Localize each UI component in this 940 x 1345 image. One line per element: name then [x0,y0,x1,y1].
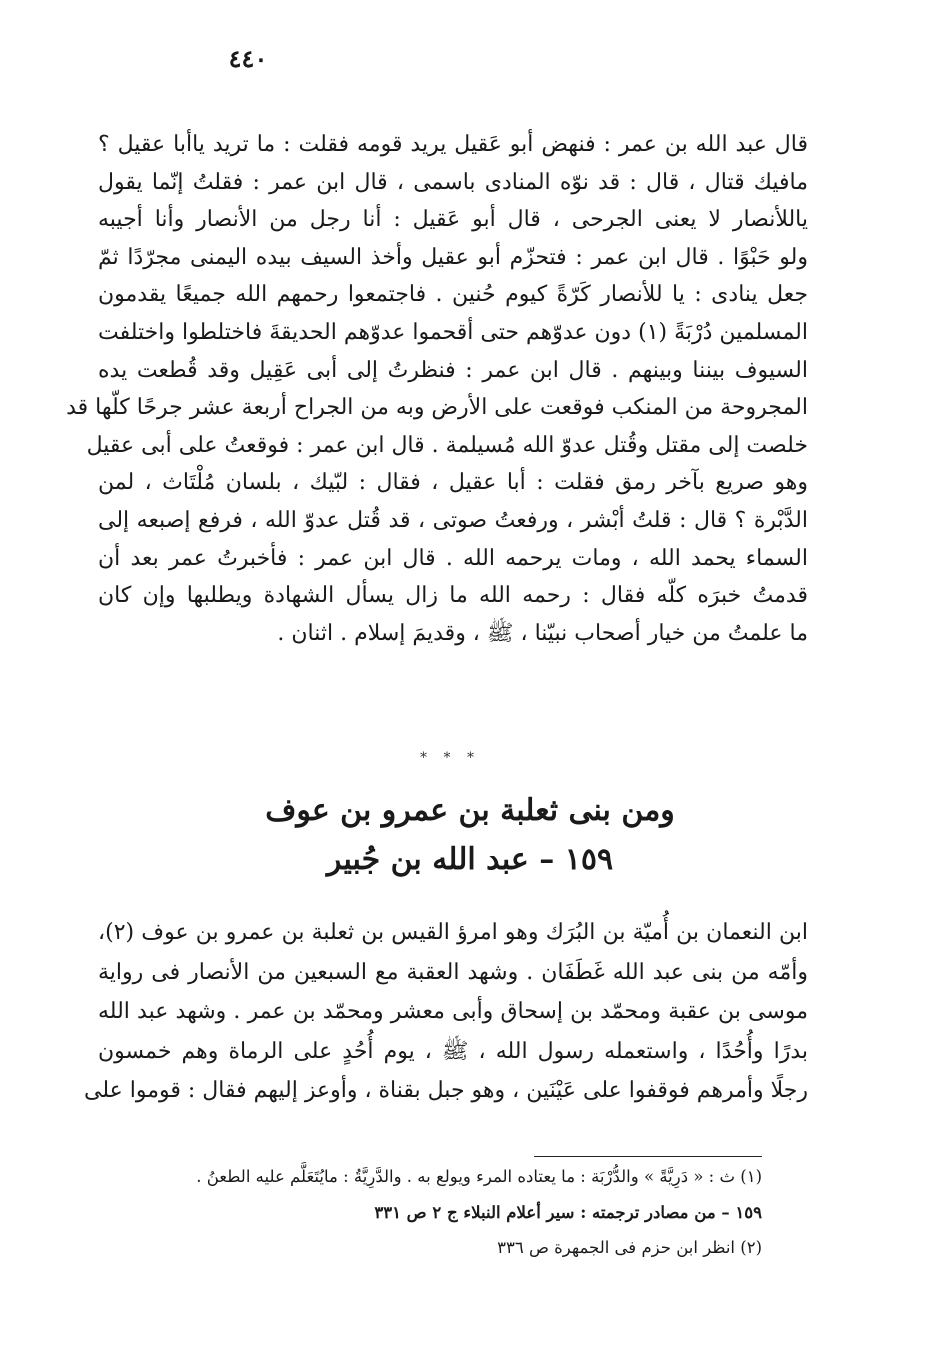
text-line: المسلمين دُرْبَةً (١) دون عدوّهم حتى أقحموا عدوّهم الحديقةَ فاختلطوا واختلفت [98,319,808,345]
text-line: الدَّبْرة ؟ قال : قلتُ أبْشر ، ورفعتُ صوتى ، قد قُتل عدوّ الله ، فرفع إصبعه إلى [98,507,808,533]
text-line: موسى بن عقبة ومحمّد بن إسحاق وأبى معشر ومحمّد بن عمر . وشهد عبد الله [98,999,808,1024]
text-line: ولو حَبْوًا . قال ابن عمر : فتحزّم أبو عقيل وأخذ السيف بيده اليمنى مجرّدًا ثمّ [98,244,808,270]
page-number: ٤٤٠ [228,44,268,73]
paragraph-narrative [66,126,808,652]
text-line: جعل ينادى : يا للأنصار كَرّةً كيوم حُنين . فاجتمعوا رحمهم الله جميعًا يقدمون [98,282,808,308]
section-heading: ومن بنى ثعلبة بن عمرو بن عوف [265,793,675,828]
text-line: السيوف بيننا وبينهم . قال ابن عمر : فنظرتُ إلى أبى عَقِيل وقد قُطعت يده [98,357,808,383]
text-line: قدمتُ خبرَه كلّه فقال : رحمه الله ما زال يسأل الشهادة ويطلبها وإن كان [98,583,808,609]
biography-heading: ١٥٩ – عبد الله بن جُبير [326,842,614,877]
text-line: قال عبد الله بن عمر : فنهض أبو عَقيل يريد قومه فقلت : ما تريد ياأبا عقيل ؟ [98,132,808,157]
text-line: خلصت إلى مقتل وقُتل عدوّ الله مُسيلمة . قال ابن عمر : فوقعتُ على أبى عقيل [86,432,808,458]
text-line: بدرًا وأُحُدًا ، واستعمله رسول الله ، ﷺ ، يوم أُحُدٍ على الرماة وهم خمسون [98,1038,808,1064]
text-line: وهو صريع بآخر رمق فقلت : أبا عقيل ، فقال : لبّيك ، بلسان مُلْتَاث ، لمن [98,470,808,496]
footnote-item: ١٥٩ – من مصادر ترجمته : سير أعلام النبلاء ج ٢ ص ٣٣١ [374,1203,762,1222]
footnote-item: (١) ث : « دَرِيَّةً » والدُّرْبَة : ما يعتاده المرء ويولع به . والدَّرِيَّةُ : مايُتَعَلَّم عليه الطعنُ . [196,1167,762,1186]
text-line: ياللأنصار لا يعنى الجرحى ، قال أبو عَقيل : أنا رجل من الأنصار وأنا أجيبه [98,207,808,233]
text-line: المجروحة من المنكب فوقعت على الأرض وبه من الجراح أربعة عشر جرحًا كلّها قد [66,395,808,421]
text-line: السماء يحمد الله ، ومات يرحمه الله . قال ابن عمر : فأخبرتُ عمر بعد أن [98,545,808,571]
footnote-item: (٢) انظر ابن حزم فى الجمهرة ص ٣٣٦ [497,1238,762,1257]
text-line: مافيك قتال ، قال : قد نوّه المنادى باسمى ، قال ابن عمر : فقلتُ إنّما يقول [98,169,808,195]
text-line: رجلًا وأمرهم فوقفوا على عَيْنَين ، وهو جبل بقناة ، وأوعز إليهم فقال : قوموا على [83,1078,808,1103]
section-separator: * * * [420,750,480,766]
text-line: ابن النعمان بن أُميّة بن البُرَك وهو امرؤ القيس بن ثعلبة بن عمرو بن عوف (٢)، [98,920,808,945]
text-line: ما علمتُ من خيار أصحاب نبيّنا ، ﷺ ، وقديمَ إسلام . اثنان . [277,620,808,646]
footnote-divider [534,1156,762,1157]
paragraph-biography [83,913,808,1111]
text-line: وأمّه من بنى عبد الله غَطَفَان . وشهد العقبة مع السبعين من الأنصار فى رواية [98,959,808,985]
